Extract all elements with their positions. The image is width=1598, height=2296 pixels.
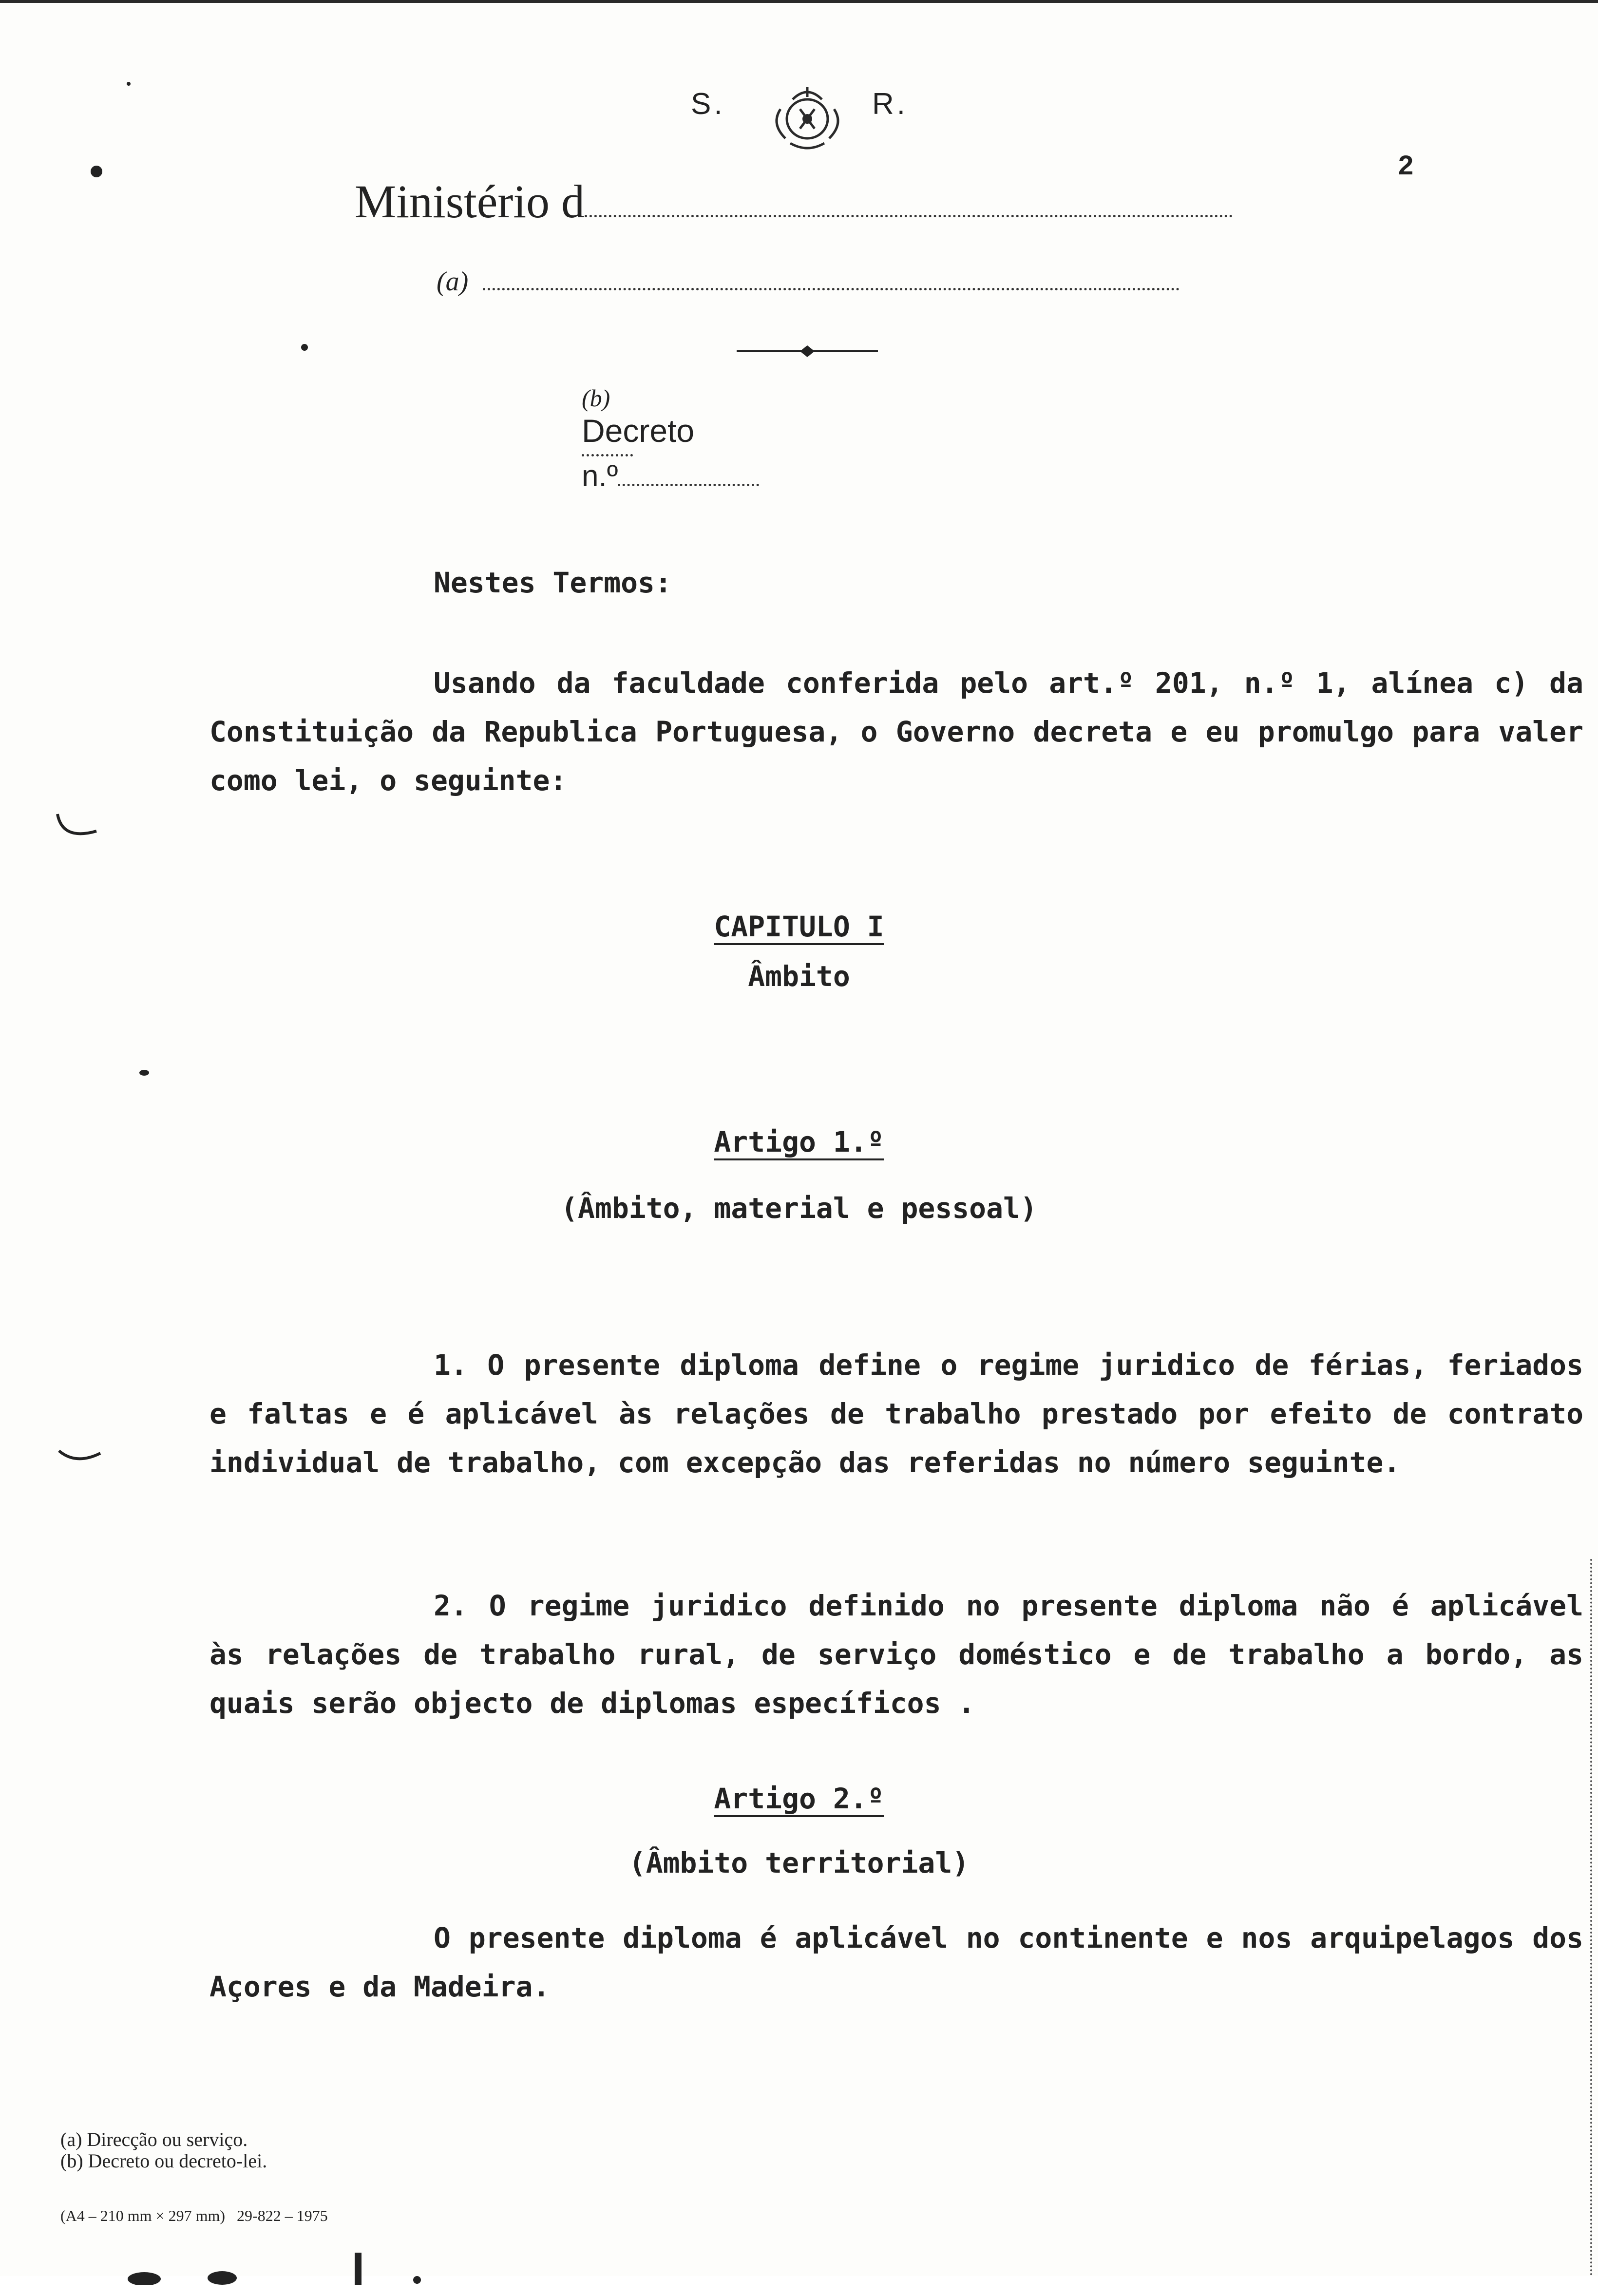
bottom-scan-marks [117,2241,458,2276]
scan-speck [91,166,102,177]
right-edge-line [1590,1559,1594,2276]
decree-line [574,375,759,502]
coat-of-arms-icon [758,71,841,144]
article2-title: Artigo 2.º [714,1782,884,1815]
scan-speck [127,82,131,86]
article2-paragraph: O presente diploma é aplicável no continente e nos arquipelagos dos Açores e da Madeira. [209,1921,1583,2003]
chapter-title: CAPITULO I [714,910,884,943]
footnote-b: (b) Decreto ou decreto-lei. [60,2150,267,2172]
top-border [0,0,1598,3]
article1-paragraph-2: 2. O regime juridico definido no presente diploma não é aplicável às relações de trabalho rural, de serviço doméstico e de trabalho a bordo, as quais serão objecto de diplomas específicos . [209,1589,1583,1720]
article1-title: Artigo 1.º [714,1125,884,1158]
ministry-line [347,166,1233,237]
decree-type-field[interactable] [582,449,633,456]
decree-label: Decreto [582,413,695,449]
scan-speck [139,1070,149,1076]
scan-mark [45,803,94,837]
field-a-label: (a) [437,266,469,297]
field-a-input[interactable] [483,283,1179,290]
scan-mark [49,1432,97,1466]
ministry-field[interactable] [585,210,1233,217]
intro-heading: Nestes Termos: [434,566,672,599]
decree-prefix: (b) [582,384,610,412]
form-reference: (A4 – 210 mm × 297 mm) 29-822 – 1975 [60,2207,328,2224]
intro-paragraph: Usando da faculdade conferida pelo art.º 201, n.º 1, alínea c) da Constituição da Republica Portuguesa, o Governo decreta e eu promulgo para valer como lei, o seguinte: [209,666,1583,797]
field-a-line [429,257,1179,306]
header-letter-s: S. [691,87,725,121]
article1-subtitle: (Âmbito, material e pessoal) [561,1192,1037,1225]
decree-number-label: n.º [582,459,618,493]
decree-number-field[interactable] [618,479,759,486]
page-number: 2 [1398,150,1414,180]
ministry-label: Ministério d [355,175,585,228]
header-letter-r: R. [872,87,908,121]
chapter-subtitle: Âmbito [748,960,850,993]
footnote-a: (a) Direcção ou serviço. [60,2128,248,2150]
article2-subtitle: (Âmbito territorial) [628,1846,970,1879]
scan-speck [301,344,308,351]
ornament-divider [729,334,870,351]
article1-paragraph-1: 1. O presente diploma define o regime juridico de férias, feriados e faltas e é aplicável às relações de trabalho prestado por efeito de contrato individual de trabalho, com excepção das referidas no número seguinte. [209,1348,1583,1479]
